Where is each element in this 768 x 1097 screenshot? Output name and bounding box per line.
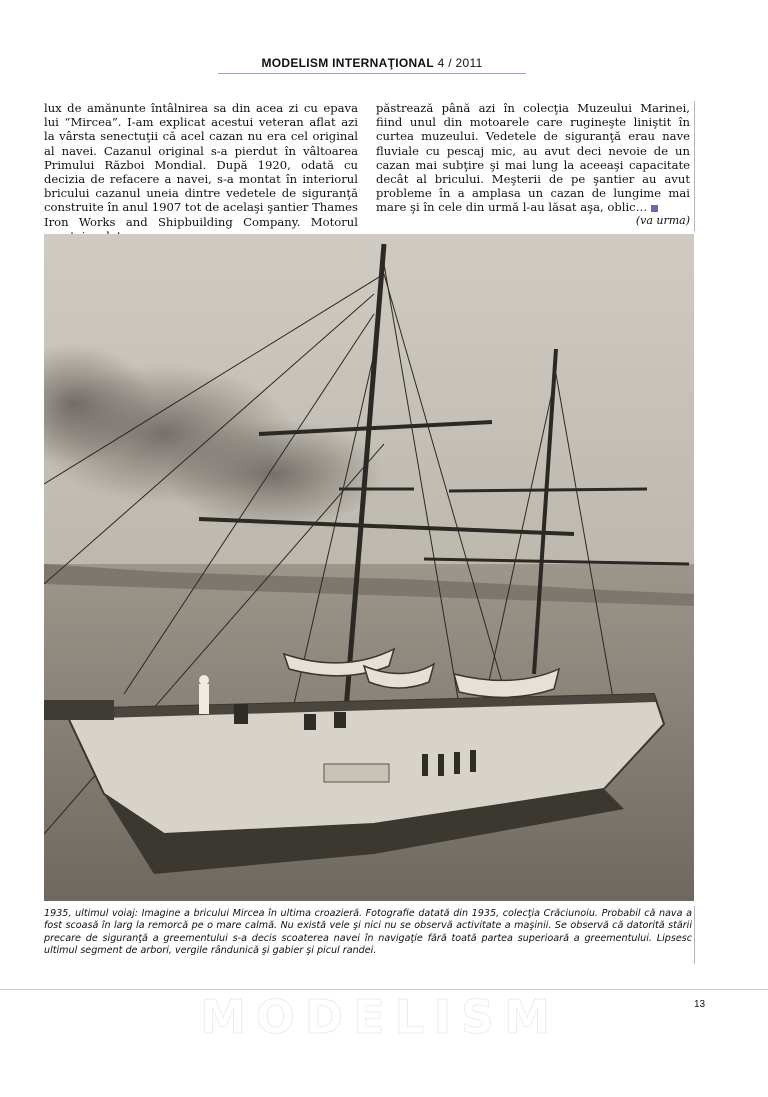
article-column-right (376, 101, 690, 215)
ship-photo-illustration (44, 234, 694, 901)
issue-number: 4 / 2011 (437, 56, 483, 70)
end-of-article-square-icon (651, 205, 658, 212)
article-column-left: lux de amănunte întâlnirea sa din acea zi cu epava lui “Mircea”. I-am explicat acestui veteran aflat azi la vârsta senectuţii că acel cazan nu era cel original al navei. Cazanul original s-a pierdut în vâltoarea Primului Război Mondial. După 1920, odată cu decizia de refacere a navei, s-a montat în interiorul bricului cazanul uneia dintre vedetele de siguranţă construite în anul 1907 tot de acelaşi şantier Thames Iron Works and Shipbuilding Company. Motorul (44, 101, 358, 229)
page-number: 13 (694, 999, 706, 1010)
running-header (218, 56, 526, 70)
photo-caption: 1935, ultimul voiaj: Imagine a bricului Mircea în ultima croazieră. Fotografie datată din 1935, colecţia Crăciunoiu. Probabil că nava a fost scoasă în larg la remorcă pe o mare calmă. Nu există vele şi nici nu se observă activitate a maşinii. Se observă că datorită stării precare de siguranţă a greementului s-a decis scoaterea navei în navigaţie fără toată partea superioară a greementului. Lipsesc ultimul segment de arbori, vergile rândunică şi gabier şi picul randei. (44, 908, 692, 957)
article-column-right-text: păstrează până azi în colecţia Muzeului Marinei, fiind unul din motoarele care rugineşte liniştit în curtea muzeului. Vedetele de siguranţă erau nave fluviale cu pescaj mic, au avut deci nevoie de un cazan mai subţire şi mai lung la aceeaşi capacitate decât al bricului. Meşterii de pe şantier au avut probleme în a amplasa un cazan de lungime mai mare şi în cele din urmă l-au lăsat aşa, oblic… (376, 101, 690, 215)
column-vertical-rule (694, 101, 695, 231)
modelism-watermark: MODELISM (200, 990, 560, 1044)
to-be-continued: (va urma) (635, 214, 690, 227)
header-rule (218, 73, 526, 74)
caption-vertical-rule (694, 906, 695, 964)
brig-mircea-photograph (44, 234, 694, 901)
magazine-title: MODELISM INTERNAŢIONAL (261, 56, 435, 70)
